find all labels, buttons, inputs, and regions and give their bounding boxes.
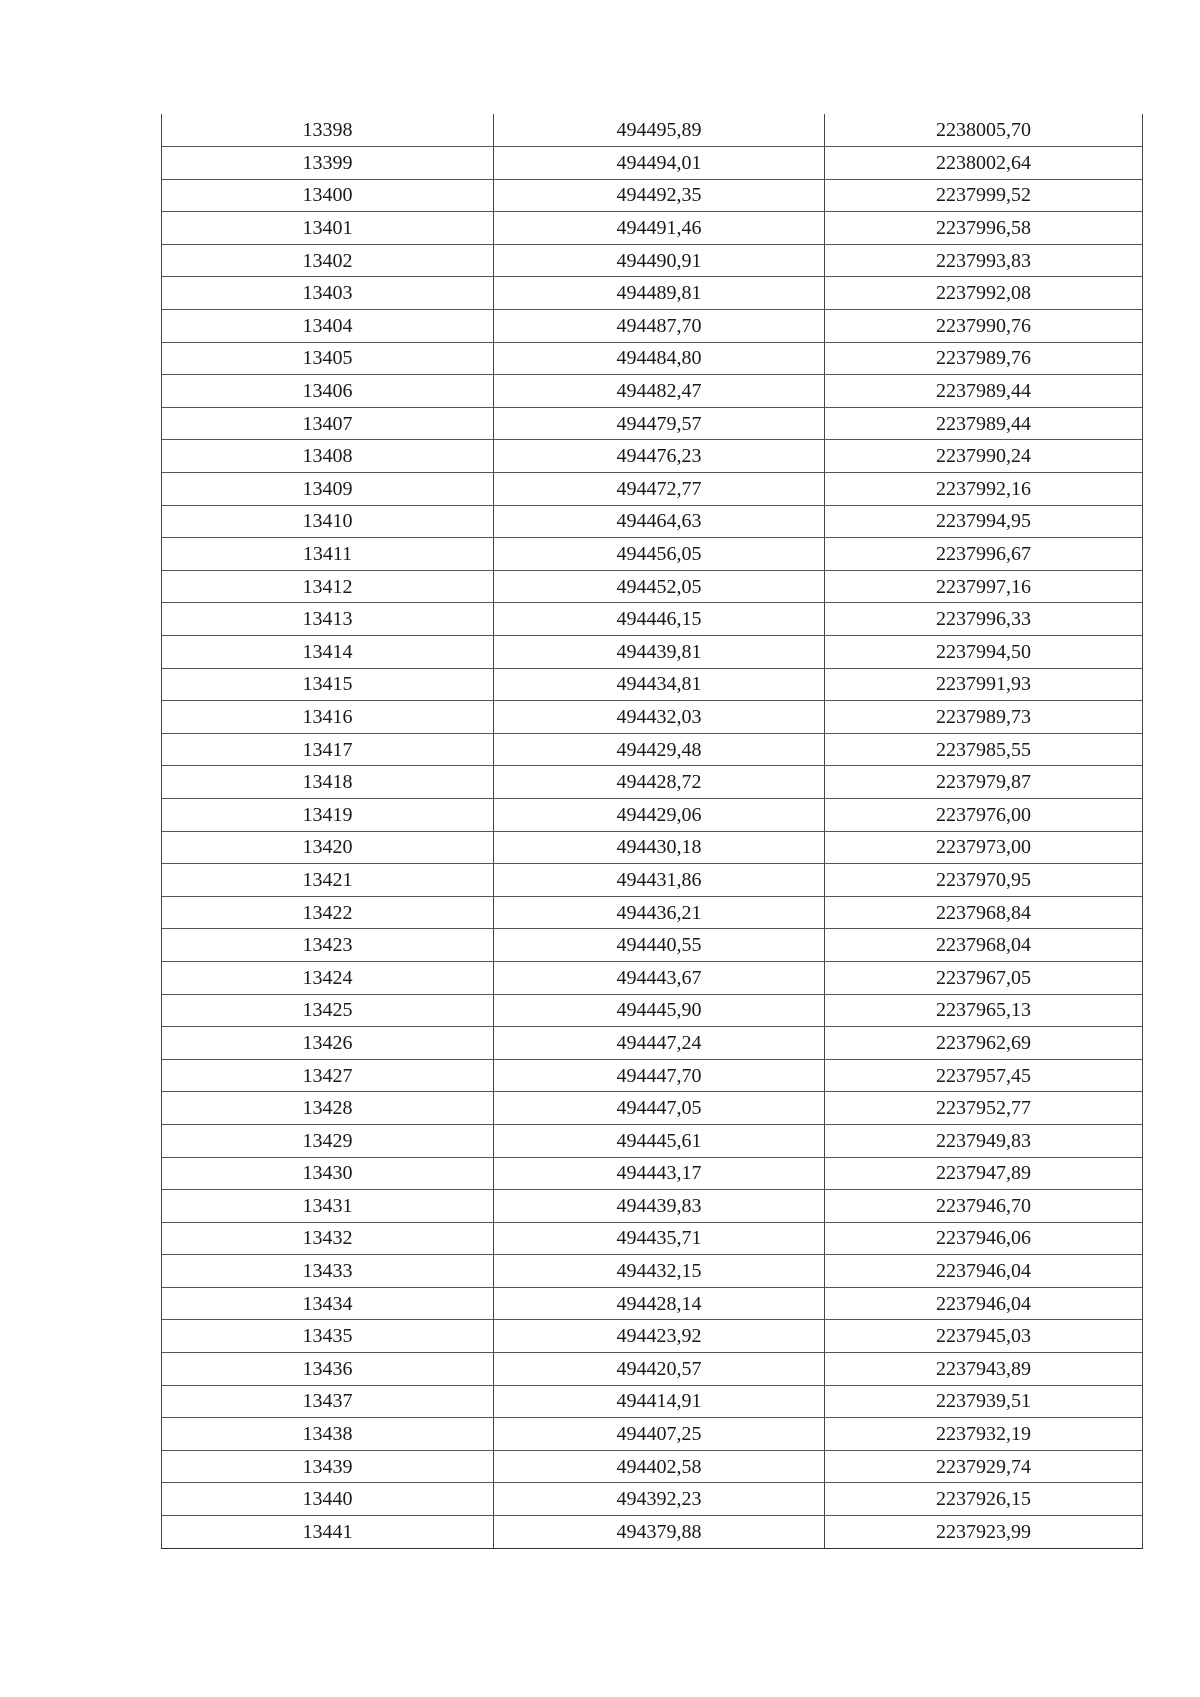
y-coordinate-cell: 2237976,00 xyxy=(825,798,1143,831)
x-coordinate-cell: 494392,23 xyxy=(494,1483,825,1516)
point-number-cell: 13411 xyxy=(162,538,494,571)
y-coordinate-cell: 2237957,45 xyxy=(825,1059,1143,1092)
table-row xyxy=(162,147,1143,180)
table-row xyxy=(162,766,1143,799)
point-number-cell: 13402 xyxy=(162,244,494,277)
x-coordinate-cell: 494446,15 xyxy=(494,603,825,636)
point-number-cell: 13412 xyxy=(162,570,494,603)
point-number-cell: 13430 xyxy=(162,1157,494,1190)
table-row xyxy=(162,1418,1143,1451)
point-number-cell: 13433 xyxy=(162,1255,494,1288)
x-coordinate-cell: 494432,03 xyxy=(494,701,825,734)
x-coordinate-cell: 494494,01 xyxy=(494,147,825,180)
table-row xyxy=(162,1385,1143,1418)
x-coordinate-cell: 494431,86 xyxy=(494,864,825,897)
x-coordinate-cell: 494445,61 xyxy=(494,1124,825,1157)
table-row xyxy=(162,179,1143,212)
point-number-cell: 13438 xyxy=(162,1418,494,1451)
x-coordinate-cell: 494402,58 xyxy=(494,1450,825,1483)
table-row xyxy=(162,798,1143,831)
point-number-cell: 13418 xyxy=(162,766,494,799)
point-number-cell: 13405 xyxy=(162,342,494,375)
table-row xyxy=(162,277,1143,310)
x-coordinate-cell: 494443,17 xyxy=(494,1157,825,1190)
x-coordinate-cell: 494434,81 xyxy=(494,668,825,701)
point-number-cell: 13440 xyxy=(162,1483,494,1516)
point-number-cell: 13415 xyxy=(162,668,494,701)
point-number-cell: 13432 xyxy=(162,1222,494,1255)
x-coordinate-cell: 494407,25 xyxy=(494,1418,825,1451)
y-coordinate-cell: 2237996,33 xyxy=(825,603,1143,636)
point-number-cell: 13399 xyxy=(162,147,494,180)
x-coordinate-cell: 494428,72 xyxy=(494,766,825,799)
table-row xyxy=(162,1255,1143,1288)
table-row xyxy=(162,407,1143,440)
point-number-cell: 13431 xyxy=(162,1190,494,1223)
x-coordinate-cell: 494447,24 xyxy=(494,1027,825,1060)
table-row xyxy=(162,505,1143,538)
y-coordinate-cell: 2237939,51 xyxy=(825,1385,1143,1418)
table-row xyxy=(162,668,1143,701)
table-row xyxy=(162,1320,1143,1353)
y-coordinate-cell: 2237985,55 xyxy=(825,733,1143,766)
y-coordinate-cell: 2237989,76 xyxy=(825,342,1143,375)
x-coordinate-cell: 494490,91 xyxy=(494,244,825,277)
x-coordinate-cell: 494452,05 xyxy=(494,570,825,603)
y-coordinate-cell: 2237989,44 xyxy=(825,407,1143,440)
x-coordinate-cell: 494414,91 xyxy=(494,1385,825,1418)
x-coordinate-cell: 494432,15 xyxy=(494,1255,825,1288)
y-coordinate-cell: 2237990,24 xyxy=(825,440,1143,473)
point-number-cell: 13416 xyxy=(162,701,494,734)
x-coordinate-cell: 494456,05 xyxy=(494,538,825,571)
point-number-cell: 13423 xyxy=(162,929,494,962)
table-row xyxy=(162,473,1143,506)
y-coordinate-cell: 2237952,77 xyxy=(825,1092,1143,1125)
y-coordinate-cell: 2237989,44 xyxy=(825,375,1143,408)
point-number-cell: 13441 xyxy=(162,1516,494,1549)
y-coordinate-cell: 2237996,67 xyxy=(825,538,1143,571)
table-row xyxy=(162,1190,1143,1223)
coordinates-table xyxy=(161,114,1143,1549)
table-row xyxy=(162,1287,1143,1320)
x-coordinate-cell: 494440,55 xyxy=(494,929,825,962)
y-coordinate-cell: 2237994,50 xyxy=(825,636,1143,669)
x-coordinate-cell: 494439,83 xyxy=(494,1190,825,1223)
table-row xyxy=(162,1516,1143,1549)
y-coordinate-cell: 2237994,95 xyxy=(825,505,1143,538)
table-row xyxy=(162,603,1143,636)
x-coordinate-cell: 494495,89 xyxy=(494,114,825,147)
table-row xyxy=(162,1450,1143,1483)
table-row xyxy=(162,733,1143,766)
point-number-cell: 13419 xyxy=(162,798,494,831)
table-row xyxy=(162,636,1143,669)
point-number-cell: 13410 xyxy=(162,505,494,538)
y-coordinate-cell: 2237923,99 xyxy=(825,1516,1143,1549)
point-number-cell: 13436 xyxy=(162,1353,494,1386)
point-number-cell: 13417 xyxy=(162,733,494,766)
x-coordinate-cell: 494476,23 xyxy=(494,440,825,473)
y-coordinate-cell: 2237968,04 xyxy=(825,929,1143,962)
y-coordinate-cell: 2237946,04 xyxy=(825,1255,1143,1288)
point-number-cell: 13409 xyxy=(162,473,494,506)
y-coordinate-cell: 2237945,03 xyxy=(825,1320,1143,1353)
table-row xyxy=(162,1124,1143,1157)
x-coordinate-cell: 494464,63 xyxy=(494,505,825,538)
table-row xyxy=(162,1059,1143,1092)
x-coordinate-cell: 494420,57 xyxy=(494,1353,825,1386)
table-row xyxy=(162,342,1143,375)
x-coordinate-cell: 494447,70 xyxy=(494,1059,825,1092)
point-number-cell: 13403 xyxy=(162,277,494,310)
point-number-cell: 13400 xyxy=(162,179,494,212)
x-coordinate-cell: 494445,90 xyxy=(494,994,825,1027)
x-coordinate-cell: 494489,81 xyxy=(494,277,825,310)
x-coordinate-cell: 494484,80 xyxy=(494,342,825,375)
point-number-cell: 13421 xyxy=(162,864,494,897)
y-coordinate-cell: 2237979,87 xyxy=(825,766,1143,799)
x-coordinate-cell: 494482,47 xyxy=(494,375,825,408)
y-coordinate-cell: 2237989,73 xyxy=(825,701,1143,734)
y-coordinate-cell: 2237999,52 xyxy=(825,179,1143,212)
table-row xyxy=(162,701,1143,734)
x-coordinate-cell: 494447,05 xyxy=(494,1092,825,1125)
point-number-cell: 13408 xyxy=(162,440,494,473)
y-coordinate-cell: 2237997,16 xyxy=(825,570,1143,603)
table-row xyxy=(162,1092,1143,1125)
table-row xyxy=(162,375,1143,408)
y-coordinate-cell: 2237965,13 xyxy=(825,994,1143,1027)
point-number-cell: 13429 xyxy=(162,1124,494,1157)
x-coordinate-cell: 494443,67 xyxy=(494,961,825,994)
x-coordinate-cell: 494436,21 xyxy=(494,896,825,929)
y-coordinate-cell: 2237970,95 xyxy=(825,864,1143,897)
table-row xyxy=(162,1483,1143,1516)
table-row xyxy=(162,896,1143,929)
y-coordinate-cell: 2237992,16 xyxy=(825,473,1143,506)
point-number-cell: 13427 xyxy=(162,1059,494,1092)
x-coordinate-cell: 494479,57 xyxy=(494,407,825,440)
y-coordinate-cell: 2237992,08 xyxy=(825,277,1143,310)
y-coordinate-cell: 2237946,06 xyxy=(825,1222,1143,1255)
x-coordinate-cell: 494492,35 xyxy=(494,179,825,212)
point-number-cell: 13420 xyxy=(162,831,494,864)
y-coordinate-cell: 2237946,70 xyxy=(825,1190,1143,1223)
point-number-cell: 13407 xyxy=(162,407,494,440)
table-row xyxy=(162,831,1143,864)
y-coordinate-cell: 2237993,83 xyxy=(825,244,1143,277)
table-row xyxy=(162,114,1143,147)
x-coordinate-cell: 494379,88 xyxy=(494,1516,825,1549)
table-row xyxy=(162,1222,1143,1255)
table-row xyxy=(162,864,1143,897)
y-coordinate-cell: 2237932,19 xyxy=(825,1418,1143,1451)
y-coordinate-cell: 2238002,64 xyxy=(825,147,1143,180)
point-number-cell: 13426 xyxy=(162,1027,494,1060)
table-row xyxy=(162,1157,1143,1190)
coordinates-table-body xyxy=(162,114,1143,1548)
point-number-cell: 13424 xyxy=(162,961,494,994)
point-number-cell: 13414 xyxy=(162,636,494,669)
y-coordinate-cell: 2237991,93 xyxy=(825,668,1143,701)
x-coordinate-cell: 494429,06 xyxy=(494,798,825,831)
point-number-cell: 13413 xyxy=(162,603,494,636)
table-row xyxy=(162,1353,1143,1386)
point-number-cell: 13439 xyxy=(162,1450,494,1483)
x-coordinate-cell: 494472,77 xyxy=(494,473,825,506)
point-number-cell: 13422 xyxy=(162,896,494,929)
table-row xyxy=(162,994,1143,1027)
point-number-cell: 13404 xyxy=(162,310,494,343)
y-coordinate-cell: 2237926,15 xyxy=(825,1483,1143,1516)
point-number-cell: 13406 xyxy=(162,375,494,408)
x-coordinate-cell: 494439,81 xyxy=(494,636,825,669)
table-row xyxy=(162,538,1143,571)
x-coordinate-cell: 494435,71 xyxy=(494,1222,825,1255)
x-coordinate-cell: 494428,14 xyxy=(494,1287,825,1320)
table-row xyxy=(162,310,1143,343)
y-coordinate-cell: 2237967,05 xyxy=(825,961,1143,994)
y-coordinate-cell: 2237929,74 xyxy=(825,1450,1143,1483)
x-coordinate-cell: 494423,92 xyxy=(494,1320,825,1353)
table-row xyxy=(162,212,1143,245)
table-row xyxy=(162,244,1143,277)
y-coordinate-cell: 2237968,84 xyxy=(825,896,1143,929)
table-row xyxy=(162,440,1143,473)
y-coordinate-cell: 2237943,89 xyxy=(825,1353,1143,1386)
table-row xyxy=(162,570,1143,603)
x-coordinate-cell: 494491,46 xyxy=(494,212,825,245)
y-coordinate-cell: 2237990,76 xyxy=(825,310,1143,343)
x-coordinate-cell: 494430,18 xyxy=(494,831,825,864)
point-number-cell: 13401 xyxy=(162,212,494,245)
x-coordinate-cell: 494487,70 xyxy=(494,310,825,343)
point-number-cell: 13428 xyxy=(162,1092,494,1125)
table-row xyxy=(162,961,1143,994)
y-coordinate-cell: 2237946,04 xyxy=(825,1287,1143,1320)
y-coordinate-cell: 2237947,89 xyxy=(825,1157,1143,1190)
point-number-cell: 13425 xyxy=(162,994,494,1027)
table-row xyxy=(162,929,1143,962)
y-coordinate-cell: 2238005,70 xyxy=(825,114,1143,147)
table-row xyxy=(162,1027,1143,1060)
point-number-cell: 13435 xyxy=(162,1320,494,1353)
y-coordinate-cell: 2237949,83 xyxy=(825,1124,1143,1157)
y-coordinate-cell: 2237962,69 xyxy=(825,1027,1143,1060)
y-coordinate-cell: 2237996,58 xyxy=(825,212,1143,245)
point-number-cell: 13437 xyxy=(162,1385,494,1418)
y-coordinate-cell: 2237973,00 xyxy=(825,831,1143,864)
point-number-cell: 13434 xyxy=(162,1287,494,1320)
x-coordinate-cell: 494429,48 xyxy=(494,733,825,766)
point-number-cell: 13398 xyxy=(162,114,494,147)
